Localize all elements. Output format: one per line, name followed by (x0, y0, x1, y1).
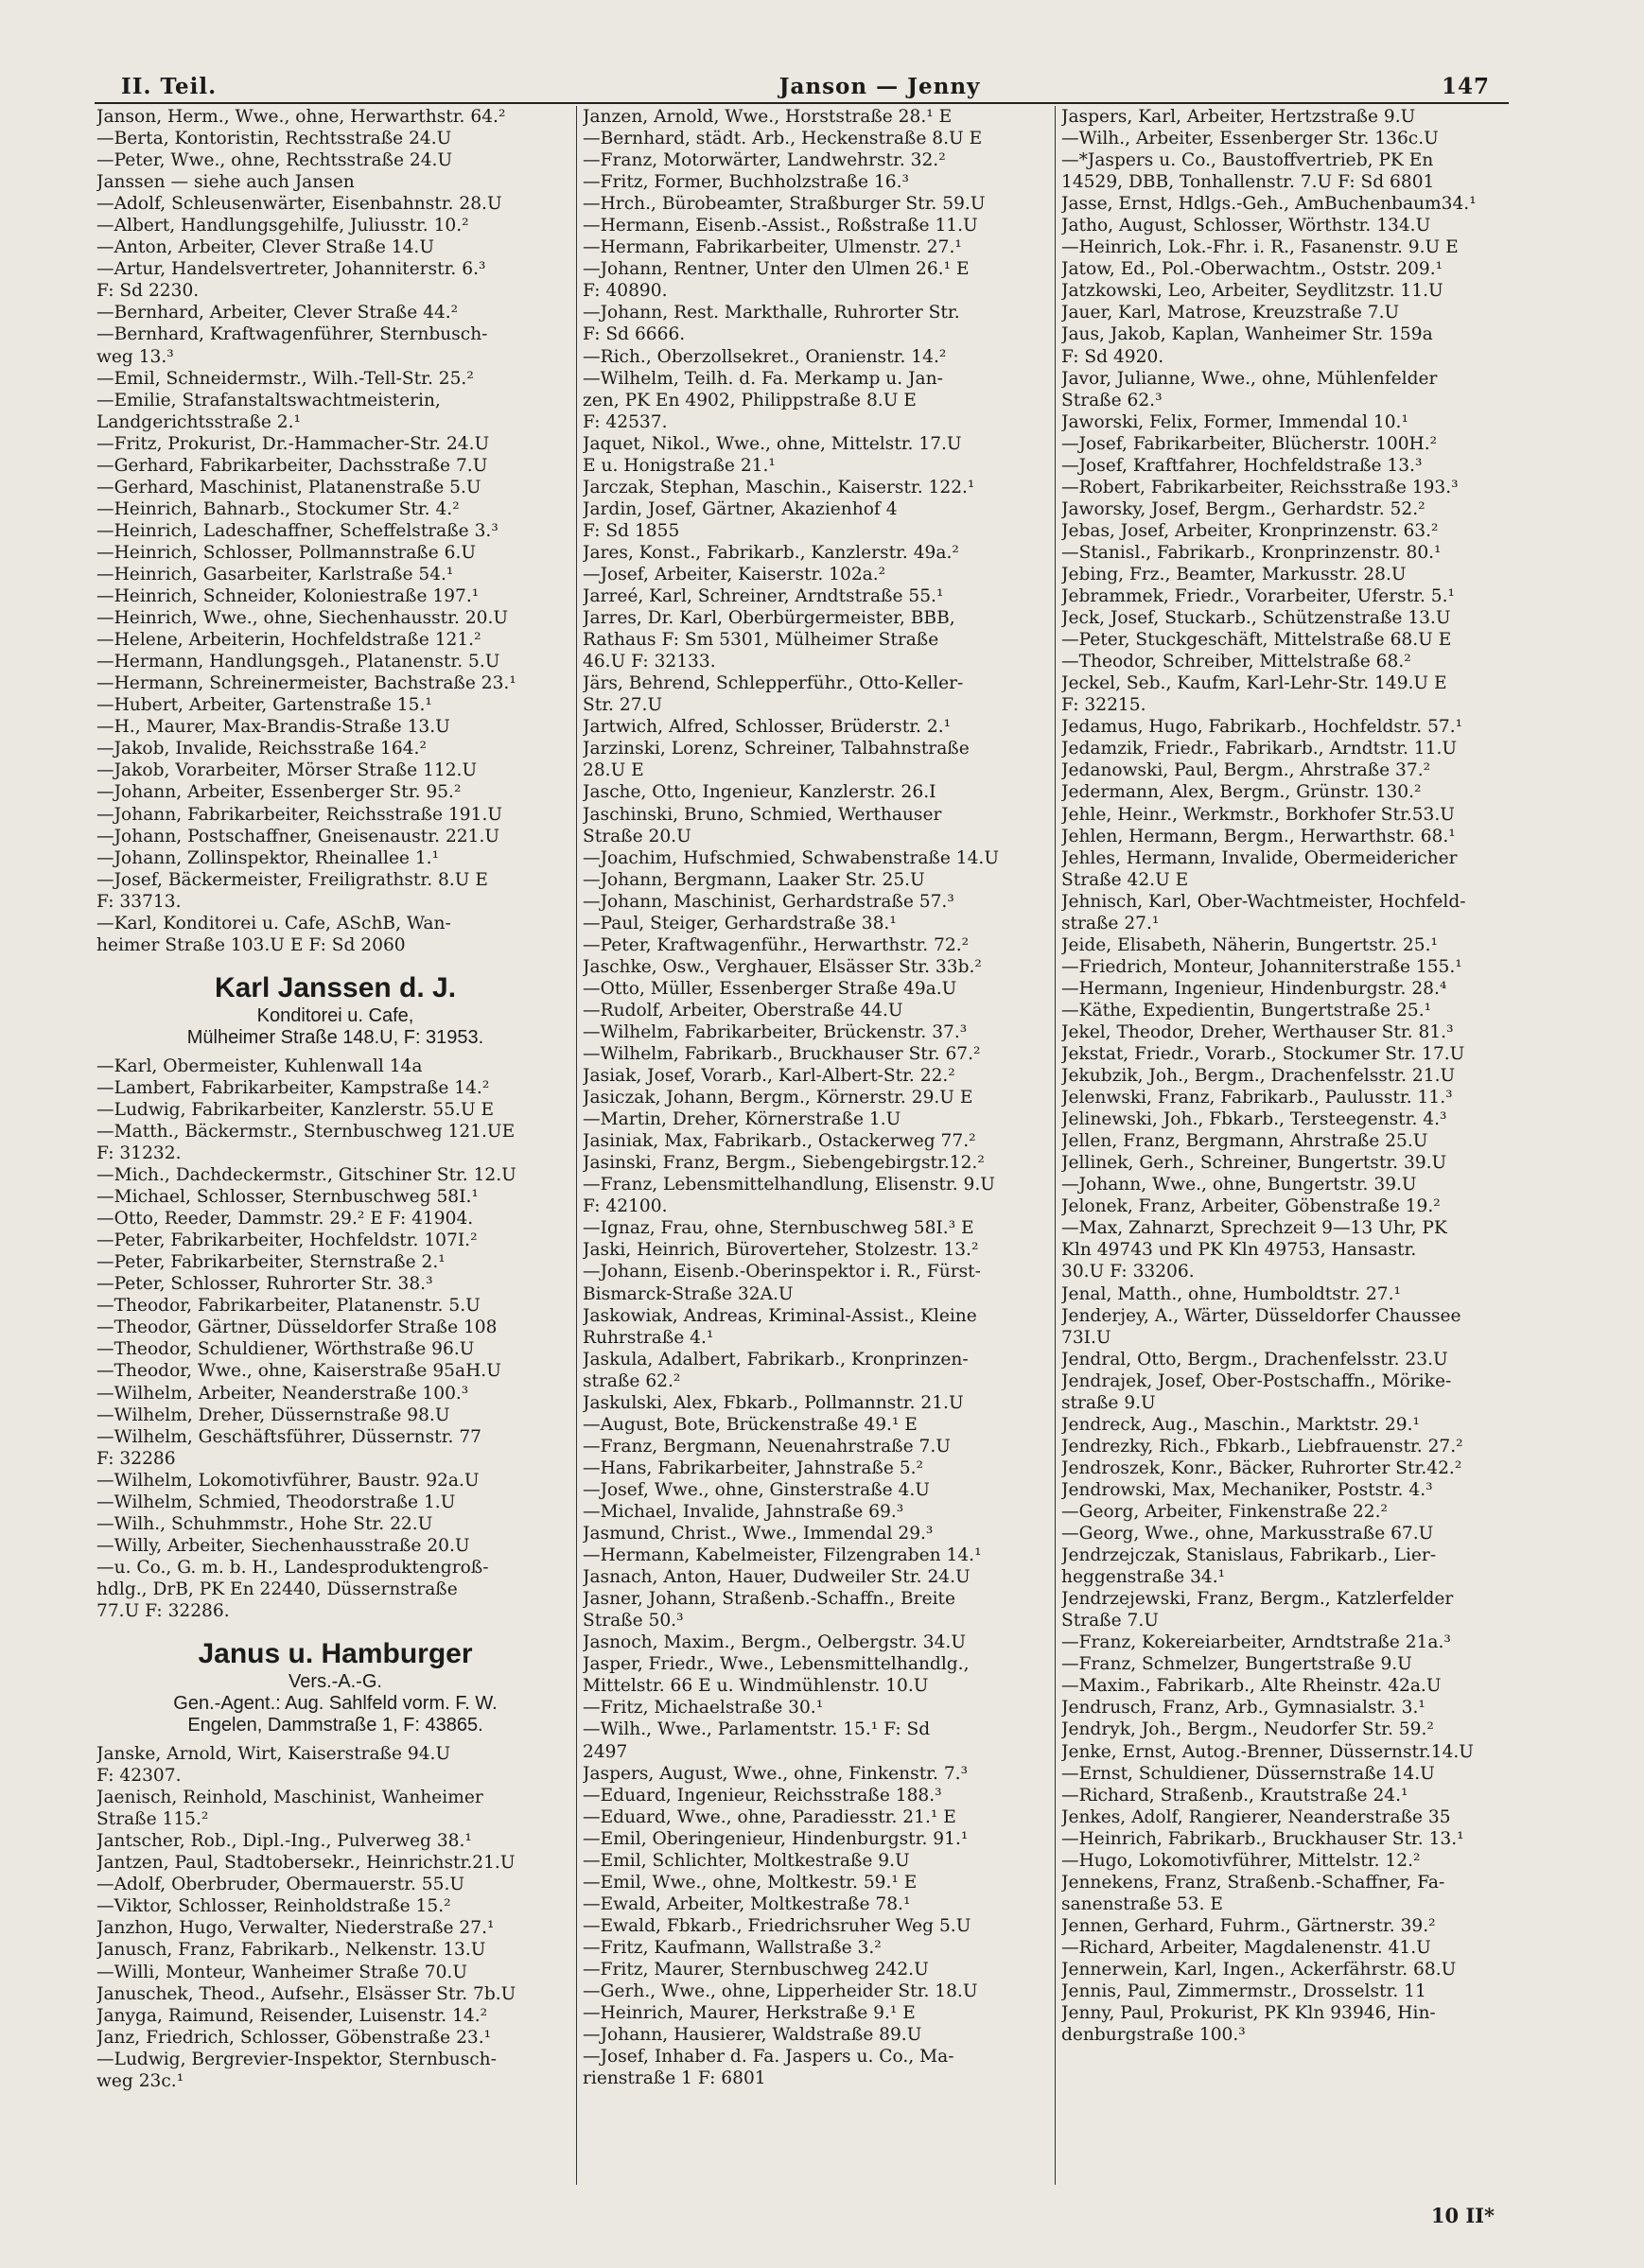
entry-line: —Michael, Invalide, Jahnstraße 69.³ (583, 1502, 904, 1522)
entry-line: Jarreé, Karl, Schreiner, Arndtstraße 55.¹ (583, 586, 944, 607)
entry-line: —Peter, Stuckgeschäft, Mittelstraße 68.U E (1061, 630, 1452, 651)
page-number: 147 (1441, 74, 1490, 99)
entry-line: Jasiczak, Johann, Bergm., Körnerstr. 29.U E (583, 1088, 973, 1108)
entry-line: Jendrezky, Rich., Fbkarb., Liebfrauenstr. 27.² (1061, 1436, 1463, 1457)
entry-line: F: 42537. (583, 411, 668, 432)
entry-line: —Ludwig, Fabrikarbeiter, Kanzlerstr. 55.U E (96, 1099, 495, 1120)
entry-line: —Heinrich, Schneider, Koloniestraße 197.¹ (96, 586, 480, 607)
entry-line: Jellinek, Gerh., Schreiner, Bungertstr. 39.U (1061, 1153, 1447, 1174)
entry-list (96, 106, 574, 956)
entry-line: weg 23c.¹ (96, 2070, 184, 2091)
entry-line: Janyga, Raimund, Reisender, Luisenstr. 14.² (96, 2005, 488, 2026)
entry-line: —Hubert, Arbeiter, Gartenstraße 15.¹ (96, 695, 432, 716)
entry-line: Jedanowski, Paul, Bergm., Ahrstraße 37.² (1061, 760, 1431, 781)
entry-line: Janzhon, Hugo, Verwalter, Niederstraße 27.¹ (96, 1918, 495, 1939)
column-1 (96, 106, 574, 2092)
entry-line: sanenstraße 53. E (1061, 1893, 1223, 1914)
entry-line: Jaworsky, Josef, Bergm., Gerhardstr. 52.² (1061, 498, 1425, 519)
entry-line: —Franz, Motorwärter, Landwehrstr. 32.² (583, 150, 946, 171)
entry-line: F: 42100. (583, 1196, 668, 1217)
entry-line: —Georg, Arbeiter, Finkenstraße 22.² (1061, 1502, 1388, 1522)
entry-line: hdlg., DrB, PK En 22440, Düssernstraße (96, 1579, 458, 1599)
entry-line: straße 9.U (1061, 1392, 1156, 1413)
signature-mark: 10 II* (1430, 2204, 1495, 2227)
entry-line: —Johann, Wwe., ohne, Bungertstr. 39.U (1061, 1175, 1417, 1195)
entry-line: —Max, Zahnarzt, Sprechzeit 9—13 Uhr, PK (1061, 1218, 1447, 1239)
entry-line: —Wilhelm, Lokomotivführer, Baustr. 92a.U (96, 1470, 480, 1491)
entry-line: 2497 (583, 1741, 628, 1762)
entry-line: —Fritz, Maurer, Sternbuschweg 242.U (583, 1959, 929, 1980)
entry-line: Jelenwski, Franz, Fabrikarb., Paulusstr. 11.³ (1061, 1088, 1453, 1108)
entry-line: Javor, Julianne, Wwe., ohne, Mühlenfelder (1061, 368, 1438, 389)
entry-line: 28.U E (583, 760, 644, 781)
entry-line: —Maxim., Fabrikarb., Alte Rheinstr. 42a.U (1061, 1676, 1442, 1697)
entry-line: Janz, Friedrich, Schlosser, Göbenstraße 23.¹ (96, 2027, 492, 2048)
ad-line: Engelen, Dammstraße 1, F: 43865. (187, 1715, 483, 1736)
entry-line: —Wilhelm, Fabrikarbeiter, Brückenstr. 37.³ (583, 1021, 968, 1042)
entry-line: —Johann, Rest. Markthalle, Ruhrorter Str. (583, 303, 960, 323)
entry-line: Järs, Behrend, Schlepperführ., Otto-Keller- (583, 673, 964, 694)
entry-list (96, 1743, 574, 2092)
entry-line: —Theodor, Fabrikarbeiter, Platanenstr. 5.U (96, 1296, 481, 1317)
entry-line: —Karl, Obermeister, Kuhlenwall 14a (96, 1055, 423, 1076)
entry-line: Jeide, Elisabeth, Näherin, Bungertstr. 25.¹ (1061, 934, 1438, 955)
entry-line: —Richard, Arbeiter, Magdalenenstr. 41.U (1061, 1937, 1431, 1958)
entry-line: Janske, Arnold, Wirt, Kaiserstraße 94.U (96, 1744, 451, 1765)
entry-line: —Gerh., Wwe., ohne, Lipperheider Str. 18.U (583, 1981, 978, 2002)
entry-line: Jatho, August, Schlosser, Wörthstr. 134.U (1061, 216, 1431, 236)
entry-line: Straße 115.² (96, 1809, 209, 1830)
entry-list (583, 106, 1060, 2089)
entry-line: —Helene, Arbeiterin, Hochfeldstraße 121.² (96, 630, 481, 651)
ad-line: Konditorei u. Cafe, (256, 1004, 414, 1026)
entry-line: —Richard, Straßenb., Krautstraße 24.¹ (1061, 1785, 1408, 1806)
entry-line: Jennerwein, Karl, Ingen., Ackerfährstr. 68.U (1061, 1959, 1457, 1980)
entry-line: Jasnach, Anton, Hauer, Dudweiler Str. 24.U (583, 1567, 971, 1588)
entry-line: Jehlen, Hermann, Bergm., Herwarthstr. 68.¹ (1061, 826, 1456, 846)
entry-line: Rathaus F: Sm 5301, Mülheimer Straße (583, 630, 939, 651)
entry-line: —August, Bote, Brückenstraße 49.¹ E (583, 1414, 918, 1435)
entry-line: —Eduard, Ingenieur, Reichsstraße 188.³ (583, 1785, 942, 1806)
entry-line: Jendrajek, Josef, Ober-Postschaffn., Mörike- (1061, 1370, 1452, 1391)
entry-line: —Friedrich, Monteur, Johanniterstraße 155.¹ (1061, 956, 1462, 977)
entry-line: Jaschinski, Bruno, Schmied, Werthauser (583, 804, 942, 825)
entry-line: Jebing, Frz., Beamter, Markusstr. 28.U (1061, 564, 1407, 584)
entry-line: Jasper, Friedr., Wwe., Lebensmittelhandlg., (583, 1654, 970, 1675)
entry-line: —Wilh., Schuhmmstr., Hohe Str. 22.U (96, 1513, 433, 1534)
entry-line: Mittelstr. 66 E u. Windmühlenstr. 10.U (583, 1676, 929, 1697)
entry-line: Jennen, Gerhard, Fuhrm., Gärtnerstr. 39.² (1061, 1915, 1436, 1936)
entry-line: Jeck, Josef, Stuckarb., Schützenstraße 13.U (1061, 608, 1451, 629)
entry-line: Jasiak, Josef, Vorarb., Karl-Albert-Str. 22.² (583, 1066, 955, 1087)
entry-line: F: Sd 1855 (583, 520, 680, 541)
entry-line: —Karl, Konditorei u. Cafe, ASchB, Wan- (96, 913, 451, 933)
entry-line: Jenny, Paul, Prokurist, PK Kln 93946, Hin- (1061, 2003, 1436, 2024)
entry-line: —Fritz, Former, Buchholzstraße 16.³ (583, 172, 909, 193)
entry-line: —Wilh., Wwe., Parlamentstr. 15.¹ F: Sd (583, 1719, 931, 1740)
entry-line: —Wilhelm, Dreher, Düssernstraße 98.U (96, 1404, 450, 1425)
entry-line: Jartwich, Alfred, Schlosser, Brüderstr. 2.¹ (583, 717, 952, 738)
entry-line: —Franz, Lebensmittelhandlung, Elisenstr. 9.U (583, 1175, 995, 1195)
entry-line: Jekel, Theodor, Dreher, Werthauser Str. 81.³ (1061, 1021, 1454, 1042)
entry-line: Kln 49743 und PK Kln 49753, Hansastr. (1061, 1240, 1417, 1261)
entry-line: —Hermann, Schreinermeister, Bachstraße 23.¹ (96, 673, 516, 694)
entry-line: Jendrzejewski, Franz, Bergm., Katzlerfelder (1061, 1589, 1454, 1610)
entry-line: —Fritz, Prokurist, Dr.-Hammacher-Str. 24.U (96, 433, 490, 454)
entry-line: rienstraße 1 F: 6801 (583, 2068, 766, 2089)
entry-line: F: 42307. (96, 1766, 182, 1787)
entry-line: Jasse, Ernst, Hdlgs.-Geh., AmBuchenbaum34.¹ (1061, 194, 1477, 215)
entry-line: Jantzen, Paul, Stadtobersekr., Heinrichstr.21.U (96, 1853, 516, 1874)
entry-line: —Johann, Hausierer, Waldstraße 89.U (583, 2025, 922, 2046)
entry-line: —Joachim, Hufschmied, Schwabenstraße 14.U (583, 847, 999, 868)
entry-line: Jendroszek, Konr., Bäcker, Ruhrorter Str.42.² (1061, 1457, 1462, 1478)
entry-line: —Johann, Bergmann, Laaker Str. 25.U (583, 869, 925, 890)
entry-line: Jendrzejczak, Stanislaus, Fabrikarb., Lier- (1061, 1545, 1437, 1566)
entry-line: —Adolf, Oberbruder, Obermauerstr. 55.U (96, 1875, 465, 1895)
entry-line: —Otto, Reeder, Dammstr. 29.² E F: 41904. (96, 1209, 474, 1230)
entry-line: F: 32215. (1061, 695, 1146, 716)
entry-line: Jarczak, Stephan, Maschin., Kaiserstr. 122.¹ (583, 477, 975, 497)
entry-line: —Hermann, Kabelmeister, Filzengraben 14.¹ (583, 1545, 982, 1566)
entry-line: —Gerhard, Maschinist, Platanenstraße 5.U (96, 477, 481, 497)
entry-line: straße 27.¹ (1061, 913, 1160, 933)
entry-line: —Bernhard, Kraftwagenführer, Sternbusch- (96, 324, 488, 345)
entry-line: —Bernhard, Arbeiter, Clever Straße 44.² (96, 303, 459, 323)
entry-line: Janssen — siehe auch Jansen (96, 172, 355, 193)
entry-line: Jendrowski, Max, Mechaniker, Poststr. 4.³ (1061, 1479, 1433, 1500)
entry-line: —Hermann, Ingenieur, Hindenburgstr. 28.⁴ (1061, 978, 1447, 999)
entry-line: —Heinrich, Gasarbeiter, Karlstraße 54.¹ (96, 564, 454, 584)
entry-line: 30.U F: 33206. (1061, 1262, 1195, 1282)
entry-line: Jelonek, Franz, Arbeiter, Göbenstraße 19.² (1061, 1196, 1441, 1217)
entry-line: —Hugo, Lokomotivführer, Mittelstr. 12.² (1061, 1850, 1421, 1871)
entry-line: —Robert, Fabrikarbeiter, Reichsstraße 193.³ (1061, 477, 1459, 497)
entry-line: Jebrammek, Friedr., Vorarbeiter, Uferstr. 5.¹ (1061, 586, 1455, 607)
entry-line: —Lambert, Fabrikarbeiter, Kampstraße 14.² (96, 1077, 490, 1098)
entry-line: —Willi, Monteur, Wanheimer Straße 70.U (96, 1962, 467, 1982)
entry-line: Jendrusch, Franz, Arb., Gymnasialstr. 3.¹ (1061, 1698, 1425, 1718)
entry-list (96, 1055, 574, 1622)
advertisement-janssen (96, 956, 574, 1055)
entry-line: E u. Honigstraße 21.¹ (583, 455, 776, 476)
entry-line: —Heinrich, Ladeschaffner, Scheffelstraße 3.³ (96, 520, 498, 541)
entry-line: —Ewald, Arbeiter, Moltkestraße 78.¹ (583, 1893, 911, 1914)
entry-line: Jaschke, Osw., Verghauer, Elsässer Str. 33b.² (583, 956, 982, 977)
entry-line: —Peter, Fabrikarbeiter, Hochfeldstr. 107I.² (96, 1230, 478, 1251)
entry-line: Jaskulski, Alex, Fbkarb., Pollmannstr. 21.U (583, 1392, 964, 1413)
entry-line: —Emil, Oberingenieur, Hindenburgstr. 91.¹ (583, 1828, 969, 1849)
entry-line: Jasiniak, Max, Fabrikarb., Ostackerweg 77.² (583, 1131, 976, 1152)
entry-line: —Hermann, Eisenb.-Assist., Roßstraße 11.U (583, 216, 978, 236)
entry-line: Jekstat, Friedr., Vorarb., Stockumer Str. 17.U (1061, 1044, 1465, 1065)
ad-title: Janus u. Hamburger (198, 1638, 473, 1670)
entry-line: —Gerhard, Fabrikarbeiter, Dachsstraße 7.U (96, 455, 488, 476)
entry-line: —Emil, Wwe., ohne, Moltkestr. 59.¹ E (583, 1872, 918, 1893)
entry-line: Straße 50.³ (583, 1611, 684, 1631)
entry-line: F: Sd 4920. (1061, 346, 1164, 367)
entry-line: —Heinrich, Schlosser, Pollmannstraße 6.U (96, 542, 477, 563)
entry-line: —Heinrich, Wwe., ohne, Siechenhausstr. 20.U (96, 608, 509, 629)
entry-line: —Stanisl., Fabrikarb., Kronprinzenstr. 80.¹ (1061, 542, 1442, 563)
entry-line: Janson, Herm., Wwe., ohne, Herwarthstr. 64.² (96, 107, 506, 127)
entry-line: —Theodor, Wwe., ohne, Kaiserstraße 95aH.U (96, 1361, 501, 1382)
entry-line: Jehnisch, Karl, Ober-Wachtmeister, Hochfeld- (1061, 891, 1466, 912)
entry-line: Jedamus, Hugo, Fabrikarb., Hochfeldstr. 57.¹ (1061, 717, 1463, 738)
column-divider (576, 106, 577, 2185)
entry-line: —Ewald, Fbkarb., Friedrichsruher Weg 5.U (583, 1915, 971, 1936)
entry-line: Straße 7.U (1061, 1611, 1159, 1631)
entry-line: Jasner, Johann, Straßenb.-Schaffn., Breite (583, 1589, 955, 1610)
entry-line: zen, PK En 4902, Philippstraße 8.U E (583, 390, 917, 410)
entry-line: —Eduard, Wwe., ohne, Paradiesstr. 21.¹ E (583, 1806, 956, 1827)
entry-line: —Theodor, Schreiber, Mittelstraße 68.² (1061, 652, 1411, 672)
entry-line: —Josef, Bäckermeister, Freiligrathstr. 8.U E (96, 869, 488, 890)
entry-line: Januschek, Theod., Aufsehr., Elsässer Str. 7b.U (96, 1983, 516, 2004)
entry-line: —Emil, Schneidermstr., Wilh.-Tell-Str. 25.² (96, 368, 474, 389)
entry-line: heimer Straße 103.U E F: Sd 2060 (96, 934, 406, 955)
entry-line: Jaskula, Adalbert, Fabrikarb., Kronprinzen- (583, 1349, 969, 1370)
entry-line: —Paul, Steiger, Gerhardstraße 38.¹ (583, 913, 897, 933)
entry-line: —Josef, Arbeiter, Kaiserstr. 102a.² (583, 564, 886, 584)
entry-line: Straße 42.U E (1061, 869, 1189, 890)
entry-line: Jendreck, Aug., Maschin., Marktstr. 29.¹ (1061, 1414, 1420, 1435)
entry-line: —Johann, Eisenb.-Oberinspektor i. R., Fürst- (583, 1262, 981, 1282)
entry-line: 14529, DBB, Tonhallenstr. 7.U F: Sd 6801 (1061, 172, 1435, 193)
entry-line: —Fritz, Kaufmann, Wallstraße 3.² (583, 1937, 882, 1958)
entry-line: Jaus, Jakob, Kaplan, Wanheimer Str. 159a (1061, 324, 1433, 345)
entry-line: —Hrch., Bürobeamter, Straßburger Str. 59.U (583, 194, 986, 215)
entry-line: —Anton, Arbeiter, Clever Straße 14.U (96, 237, 435, 258)
entry-line: —Rudolf, Arbeiter, Oberstraße 44.U (583, 1000, 903, 1021)
entry-line: F: 40890. (583, 281, 668, 302)
entry-line: Jenal, Matth., ohne, Humboldtstr. 27.¹ (1061, 1283, 1401, 1304)
entry-line: —Johann, Rentner, Unter den Ulmen 26.¹ E (583, 259, 970, 280)
entry-line: —Rich., Oberzollsekret., Oranienstr. 14.² (583, 346, 947, 367)
entry-line: Jenderjey, A., Wärter, Düsseldorfer Chaussee (1061, 1305, 1461, 1326)
entry-line: —Adolf, Schleusenwärter, Eisenbahnstr. 28.U (96, 194, 502, 215)
entry-line: —Hermann, Handlungsgeh., Platanenstr. 5.U (96, 652, 500, 672)
entry-line: —Wilhelm, Fabrikarb., Bruckhauser Str. 67.² (583, 1044, 981, 1065)
entry-line: —Johann, Postschaffner, Gneisenaustr. 221.U (96, 826, 500, 846)
entry-line: Straße 62.³ (1061, 390, 1163, 410)
entry-line: —Wilhelm, Schmied, Theodorstraße 1.U (96, 1492, 456, 1512)
entry-line: —H., Maurer, Max-Brandis-Straße 13.U (96, 717, 450, 738)
entry-line: —Franz, Schmelzer, Bungertstraße 9.U (1061, 1654, 1412, 1675)
entry-line: —Ernst, Schuldiener, Düssernstraße 14.U (1061, 1763, 1435, 1784)
entry-line: Landgerichtsstraße 2.¹ (96, 411, 301, 432)
entry-line: —Michael, Schlosser, Sternbuschweg 58I.¹ (96, 1187, 479, 1208)
entry-line: —Franz, Kokereiarbeiter, Arndtstraße 21a.³ (1061, 1632, 1451, 1653)
entry-line: Ruhrstraße 4.¹ (583, 1327, 714, 1348)
entry-line: weg 13.³ (96, 346, 174, 367)
column-2 (583, 106, 1060, 2089)
entry-line: —Peter, Fabrikarbeiter, Sternstraße 2.¹ (96, 1252, 446, 1273)
entry-line: —Peter, Schlosser, Ruhrorter Str. 38.³ (96, 1274, 433, 1295)
entry-line: —Heinrich, Maurer, Herkstraße 9.¹ E (583, 2003, 916, 2024)
page-range-title: Janson — Jenny (778, 74, 981, 99)
entry-line: Jantscher, Rob., Dipl.-Ing., Pulverweg 38.¹ (96, 1831, 472, 1852)
entry-line: —Josef, Fabrikarbeiter, Blücherstr. 100H.² (1061, 433, 1438, 454)
entry-line: —Johann, Zollinspektor, Rheinallee 1.¹ (96, 847, 440, 868)
entry-line: —Wilhelm, Teilh. d. Fa. Merkamp u. Jan- (583, 368, 943, 389)
ad-line: Gen.-Agent.: Aug. Sahlfeld vorm. F. W. (173, 1693, 498, 1715)
entry-line: —Heinrich, Lok.-Fhr. i. R., Fasanenstr. 9.U E (1061, 237, 1459, 258)
entry-line: Jaspers, August, Wwe., ohne, Finkenstr. 7.³ (583, 1763, 969, 1784)
entry-line: Jendryk, Joh., Bergm., Neudorfer Str. 59.² (1061, 1719, 1434, 1740)
entry-line: Jarzinski, Lorenz, Schreiner, Talbahnstraße (583, 739, 970, 759)
entry-line: Jardin, Josef, Gärtner, Akazienhof 4 (583, 498, 898, 519)
entry-line: Jendral, Otto, Bergm., Drachenfelsstr. 23.U (1061, 1349, 1448, 1370)
ad-line: Vers.-A.-G. (289, 1671, 382, 1693)
entry-line: Jarres, Dr. Karl, Oberbürgermeister, BBB, (583, 608, 955, 629)
entry-line: Bismarck-Straße 32A.U (583, 1283, 794, 1304)
entry-line: Str. 27.U (583, 695, 663, 716)
entry-line: Jennis, Paul, Zimmermstr., Drosselstr. 11 (1061, 1981, 1426, 2002)
entry-line: —Matth., Bäckermstr., Sternbuschweg 121.UE (96, 1121, 516, 1142)
entry-line: —Theodor, Gärtner, Düsseldorfer Straße 108 (96, 1317, 498, 1338)
entry-line: F: 33713. (96, 891, 182, 912)
entry-line: heggenstraße 34.¹ (1061, 1567, 1226, 1588)
entry-line: F: 31232. (96, 1143, 182, 1164)
entry-line: Jatow, Ed., Pol.-Oberwachtm., Oststr. 209.¹ (1061, 259, 1443, 280)
entry-line: —Peter, Kraftwagenführ., Herwarthstr. 72.² (583, 934, 970, 955)
entry-line: —Franz, Bergmann, Neuenahrstraße 7.U (583, 1436, 951, 1457)
entry-line: 77.U F: 32286. (96, 1601, 230, 1621)
entry-line: —Jakob, Invalide, Reichsstraße 164.² (96, 739, 427, 759)
advertisement-janus (96, 1622, 574, 1743)
entry-line: Janusch, Franz, Fabrikarb., Nelkenstr. 13.U (96, 1940, 486, 1961)
entry-line: Jedamzik, Friedr., Fabrikarb., Arndtstr. 11.U (1061, 739, 1458, 759)
header-rule (95, 102, 1509, 104)
entry-line: Straße 20.U (583, 826, 691, 846)
entry-line: —Käthe, Expedientin, Bungertstraße 25.¹ (1061, 1000, 1432, 1021)
entry-line: —Otto, Müller, Essenberger Straße 49a.U (583, 978, 957, 999)
entry-line: —Heinrich, Fabrikarb., Bruckhauser Str. 13.¹ (1061, 1828, 1464, 1849)
entry-line: —Peter, Wwe., ohne, Rechtsstraße 24.U (96, 150, 453, 171)
entry-line: —Fritz, Michaelstraße 30.¹ (583, 1698, 824, 1718)
entry-line: denburgstraße 100.³ (1061, 2025, 1246, 2046)
entry-line: Jeckel, Seb., Kaufm, Karl-Lehr-Str. 149.U E (1061, 673, 1447, 694)
entry-line: —Wilh., Arbeiter, Essenberger Str. 136c.U (1061, 129, 1439, 149)
entry-line: Jasinski, Franz, Bergm., Siebengebirgstr.12.² (583, 1153, 985, 1174)
entry-line: —Wilhelm, Arbeiter, Neanderstraße 100.³ (96, 1383, 469, 1404)
entry-line: —Mich., Dachdeckermstr., Gitschiner Str. 12.U (96, 1165, 516, 1186)
entry-line: Jedermann, Alex, Bergm., Grünstr. 130.² (1061, 782, 1422, 803)
entry-line: Jaski, Heinrich, Büroverteher, Stolzestr. 13.² (583, 1240, 979, 1261)
entry-line: —Ludwig, Bergrevier-Inspektor, Sternbusch- (96, 2049, 497, 2069)
entry-line: —Viktor, Schlosser, Reinholdstraße 15.² (96, 1896, 451, 1917)
entry-line: Jatzkowski, Leo, Arbeiter, Seydlitzstr. 11.U (1061, 281, 1443, 302)
entry-line: —Bernhard, städt. Arb., Heckenstraße 8.U E (583, 129, 983, 149)
entry-line: Jehle, Heinr., Werkmstr., Borkhofer Str.53.U (1061, 804, 1455, 825)
entry-line: —Theodor, Schuldiener, Wörthstraße 96.U (96, 1339, 475, 1360)
column-3 (1061, 106, 1539, 2046)
entry-line: —Albert, Handlungsgehilfe, Juliusstr. 10.² (96, 216, 469, 236)
entry-list (1061, 106, 1539, 2046)
entry-line: Jaworski, Felix, Former, Immendal 10.¹ (1061, 411, 1408, 432)
entry-line: Jauer, Karl, Matrose, Kreuzstraße 7.U (1061, 303, 1400, 323)
entry-line: Jennekens, Franz, Straßenb.-Schaffner, Fa- (1061, 1872, 1445, 1893)
entry-line: —Jakob, Vorarbeiter, Mörser Straße 112.U (96, 760, 478, 781)
entry-line: —Willy, Arbeiter, Siechenhausstraße 20.U (96, 1535, 470, 1556)
entry-line: —*Jaspers u. Co., Baustoffvertrieb, PK En (1061, 150, 1434, 171)
entry-line: —Josef, Wwe., ohne, Ginsterstraße 4.U (583, 1479, 930, 1500)
entry-line: 46.U F: 32133. (583, 652, 716, 672)
entry-line: Jaenisch, Reinhold, Maschinist, Wanheimer (96, 1788, 483, 1808)
ad-line: Mülheimer Straße 148.U, F: 31953. (186, 1026, 484, 1048)
entry-line: —Ignaz, Frau, ohne, Sternbuschweg 58I.³ E (583, 1218, 974, 1239)
entry-line: F: Sd 6666. (583, 324, 686, 345)
entry-line: F: Sd 2230. (96, 281, 200, 302)
entry-line: Jasmund, Christ., Wwe., Immendal 29.³ (583, 1524, 934, 1544)
entry-line: straße 62.² (583, 1370, 681, 1391)
entry-line: 73I.U (1061, 1327, 1111, 1348)
entry-line: Jaquet, Nikol., Wwe., ohne, Mittelstr. 17.U (583, 433, 962, 454)
entry-line: Janzen, Arnold, Wwe., Horststraße 28.¹ E (583, 107, 953, 127)
entry-line: —Josef, Kraftfahrer, Hochfeldstraße 13.³ (1061, 455, 1423, 476)
entry-line: F: 32286 (96, 1448, 176, 1469)
entry-line: —Wilhelm, Geschäftsführer, Düssernstr. 77 (96, 1426, 481, 1447)
entry-line: —Johann, Maschinist, Gerhardstraße 57.³ (583, 891, 954, 912)
entry-line: —Heinrich, Bahnarb., Stockumer Str. 4.² (96, 498, 460, 519)
entry-line: —Johann, Arbeiter, Essenberger Str. 95.² (96, 782, 462, 803)
entry-line: —Josef, Inhaber d. Fa. Jaspers u. Co., Ma- (583, 2047, 954, 2067)
entry-line: —Georg, Wwe., ohne, Markusstraße 67.U (1061, 1524, 1434, 1544)
entry-line: —Emil, Schlichter, Moltkestraße 9.U (583, 1850, 910, 1871)
ad-title: Karl Janssen d. J. (214, 971, 457, 1003)
entry-line: Jebas, Josef, Arbeiter, Kronprinzenstr. 63.² (1061, 520, 1439, 541)
entry-line: Jaskowiak, Andreas, Kriminal-Assist., Kleine (583, 1305, 977, 1326)
entry-line: Jasche, Otto, Ingenieur, Kanzlerstr. 26.I (583, 782, 936, 803)
entry-line: Jares, Konst., Fabrikarb., Kanzlerstr. 49a.² (583, 542, 959, 563)
entry-line: —Berta, Kontoristin, Rechtsstraße 24.U (96, 129, 452, 149)
entry-line: —Hermann, Fabrikarbeiter, Ulmenstr. 27.¹ (583, 237, 962, 258)
entry-line: Jelinewski, Joh., Fbkarb., Tersteegenstr. 4.³ (1061, 1109, 1447, 1130)
entry-line: Jekubzik, Joh., Bergm., Drachenfelsstr. 21.U (1061, 1066, 1456, 1087)
entry-line: Jellen, Franz, Bergmann, Ahrstraße 25.U (1061, 1131, 1428, 1152)
part-label: II. Teil. (121, 74, 218, 99)
entry-line: Jenke, Ernst, Autog.-Brenner, Düssernstr.14.U (1061, 1741, 1474, 1762)
entry-line: —Hans, Fabrikarbeiter, Jahnstraße 5.² (583, 1457, 923, 1478)
entry-line: —Martin, Dreher, Körnerstraße 1.U (583, 1109, 901, 1130)
entry-line: Jenkes, Adolf, Rangierer, Neanderstraße 35 (1061, 1806, 1451, 1827)
entry-line: —Artur, Handelsvertreter, Johanniterstr. 6.³ (96, 259, 486, 280)
entry-line: Jasnoch, Maxim., Bergm., Oelbergstr. 34.U (583, 1632, 967, 1653)
entry-line: —Emilie, Strafanstaltswachtmeisterin, (96, 390, 441, 410)
entry-line: —u. Co., G. m. b. H., Landesproduktengroß- (96, 1557, 489, 1578)
entry-line: Jehles, Hermann, Invalide, Obermeidericher (1061, 847, 1458, 868)
entry-line: —Johann, Fabrikarbeiter, Reichsstraße 191.U (96, 804, 503, 825)
entry-line: Jaspers, Karl, Arbeiter, Hertzstraße 9.U (1061, 107, 1416, 127)
